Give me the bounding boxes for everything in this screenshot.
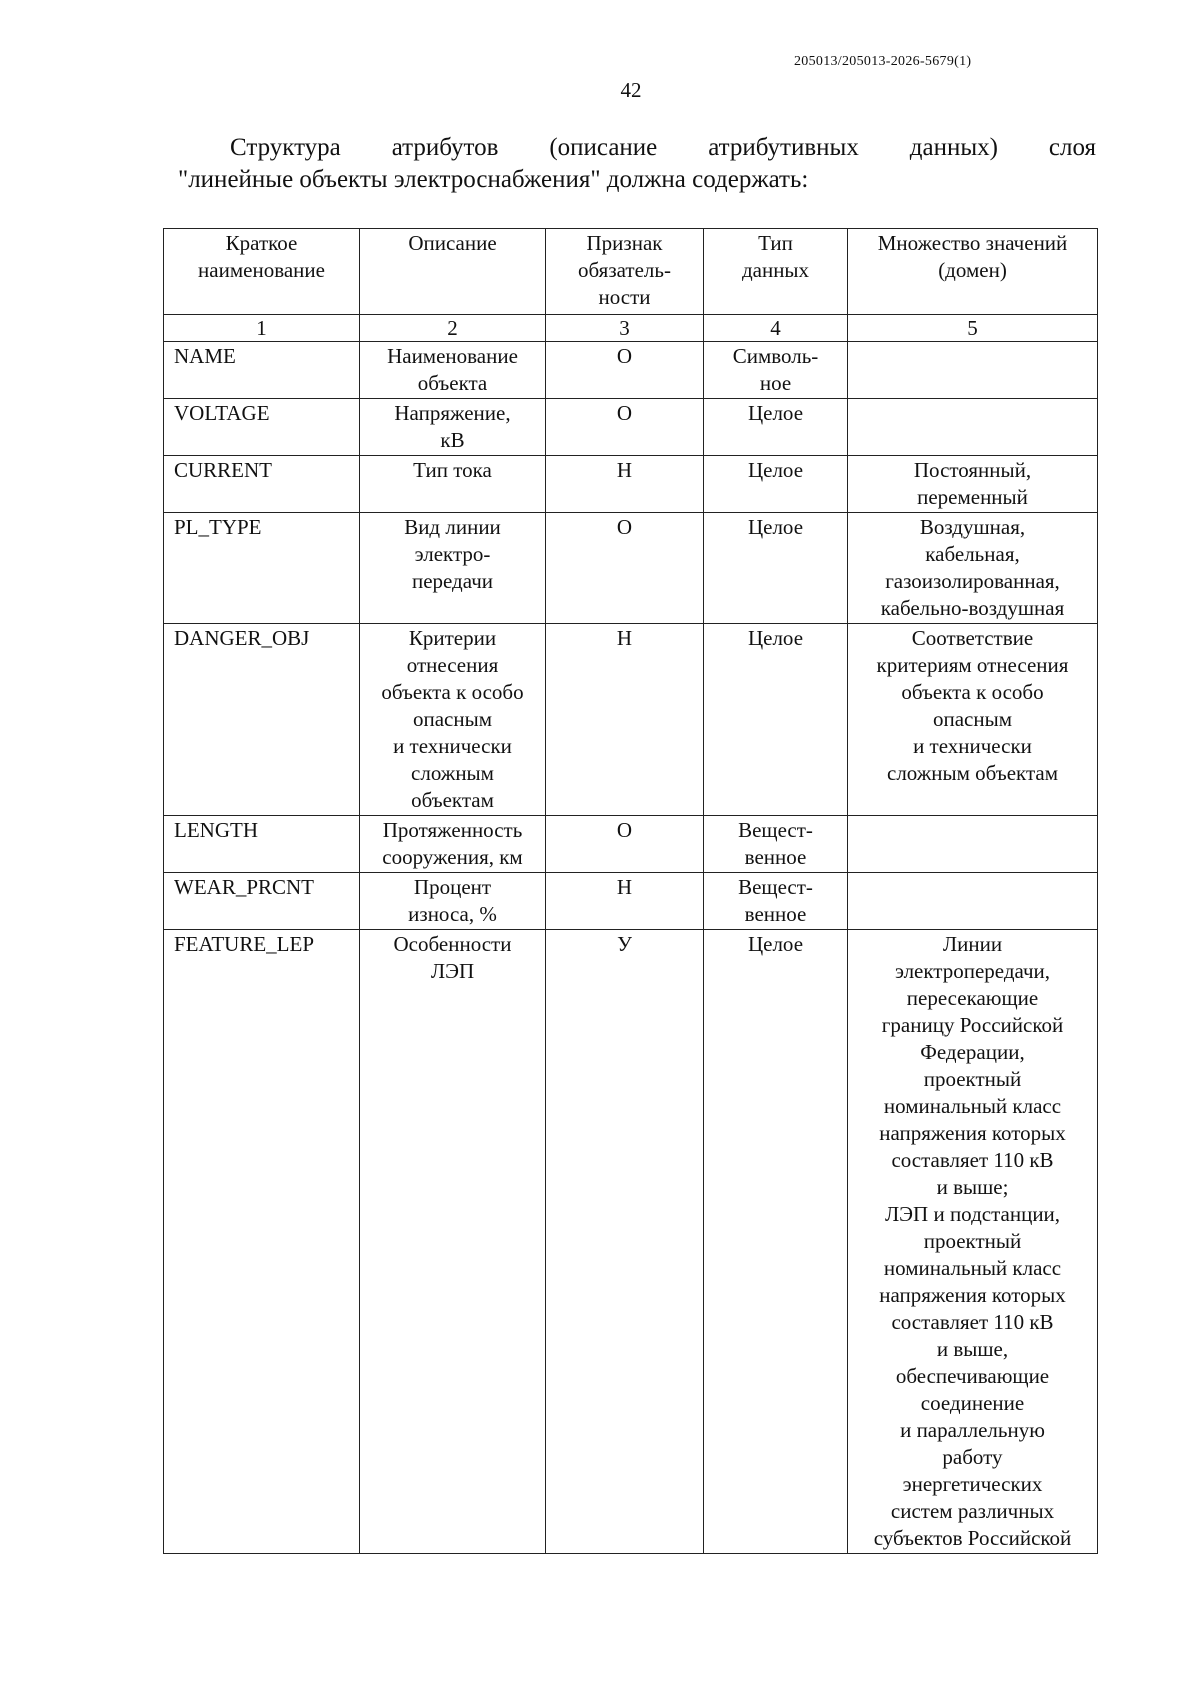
intro-paragraph [178, 132, 1096, 196]
cell-domain: Воздушная, кабельная, газоизолированная, кабельно-воздушная [848, 513, 1098, 624]
cell-required: У [546, 930, 704, 1554]
column-number: 1 [164, 315, 360, 342]
column-header-required: Признак обязатель- ности [546, 229, 704, 315]
table-row [164, 624, 1098, 816]
cell-name: PL_TYPE [164, 513, 360, 624]
cell-description: Вид линии электро- передачи [360, 513, 546, 624]
cell-type: Символь- ное [704, 342, 848, 399]
cell-name: WEAR_PRCNT [164, 873, 360, 930]
cell-type: Целое [704, 456, 848, 513]
cell-description: Протяженность сооружения, км [360, 816, 546, 873]
cell-required: О [546, 399, 704, 456]
cell-name: LENGTH [164, 816, 360, 873]
intro-word: данных) [909, 134, 998, 161]
table-row [164, 456, 1098, 513]
cell-description: Процент износа, % [360, 873, 546, 930]
intro-word: атрибутов [391, 134, 499, 161]
cell-description: Критерии отнесения объекта к особо опасным и технически сложным объектам [360, 624, 546, 816]
table-row [164, 399, 1098, 456]
cell-description: Особенности ЛЭП [360, 930, 546, 1554]
intro-word: слоя [1048, 134, 1096, 161]
column-number: 5 [848, 315, 1098, 342]
column-header-short-name: Краткое наименование [164, 229, 360, 315]
cell-type: Вещест- венное [704, 873, 848, 930]
cell-type: Целое [704, 624, 848, 816]
cell-type: Вещест- венное [704, 816, 848, 873]
page-number: 42 [620, 78, 642, 102]
intro-line-2: "линейные объекты электроснабжения" должна содержать: [178, 166, 809, 193]
intro-word: атрибутивных [708, 134, 859, 161]
cell-required: Н [546, 456, 704, 513]
cell-required: Н [546, 873, 704, 930]
cell-required: О [546, 342, 704, 399]
cell-domain [848, 873, 1098, 930]
table-row [164, 816, 1098, 873]
table-row [164, 873, 1098, 930]
cell-domain [848, 816, 1098, 873]
document-id: 205013/205013-2026-5679(1) [794, 54, 972, 69]
cell-domain: Постоянный, переменный [848, 456, 1098, 513]
intro-line-1 [178, 132, 1096, 164]
column-header-domain: Множество значений (домен) [848, 229, 1098, 315]
cell-domain [848, 399, 1098, 456]
cell-name: CURRENT [164, 456, 360, 513]
cell-name: NAME [164, 342, 360, 399]
cell-type: Целое [704, 930, 848, 1554]
column-number: 3 [546, 315, 704, 342]
cell-domain: Линии электропередачи, пересекающие границу Российской Федерации, проектный номинальный класс напряжения которых составляет 110 кВ и выше; ЛЭП и подстанции, проектный номинальный класс напряжения которых составляет 110 кВ и выше, обеспечивающие соединение и параллельную работу энергетических систем различных субъектов Российской [848, 930, 1098, 1554]
cell-name: FEATURE_LEP [164, 930, 360, 1554]
intro-word: (описание [549, 134, 658, 161]
cell-description: Тип тока [360, 456, 546, 513]
cell-type: Целое [704, 513, 848, 624]
table-row [164, 513, 1098, 624]
cell-domain: Соответствие критериям отнесения объекта к особо опасным и технически сложным объектам [848, 624, 1098, 816]
cell-required: О [546, 513, 704, 624]
intro-word: Структура [230, 134, 341, 161]
cell-description: Наименование объекта [360, 342, 546, 399]
cell-name: VOLTAGE [164, 399, 360, 456]
cell-required: Н [546, 624, 704, 816]
column-header-description: Описание [360, 229, 546, 315]
cell-required: О [546, 816, 704, 873]
column-number: 4 [704, 315, 848, 342]
cell-name: DANGER_OBJ [164, 624, 360, 816]
cell-description: Напряжение, кВ [360, 399, 546, 456]
column-number-row [164, 315, 1098, 342]
cell-type: Целое [704, 399, 848, 456]
table-row [164, 342, 1098, 399]
table-header-row [164, 229, 1098, 315]
attributes-table [163, 228, 1098, 1554]
cell-domain [848, 342, 1098, 399]
table-row [164, 930, 1098, 1554]
column-number: 2 [360, 315, 546, 342]
column-header-data-type: Тип данных [704, 229, 848, 315]
